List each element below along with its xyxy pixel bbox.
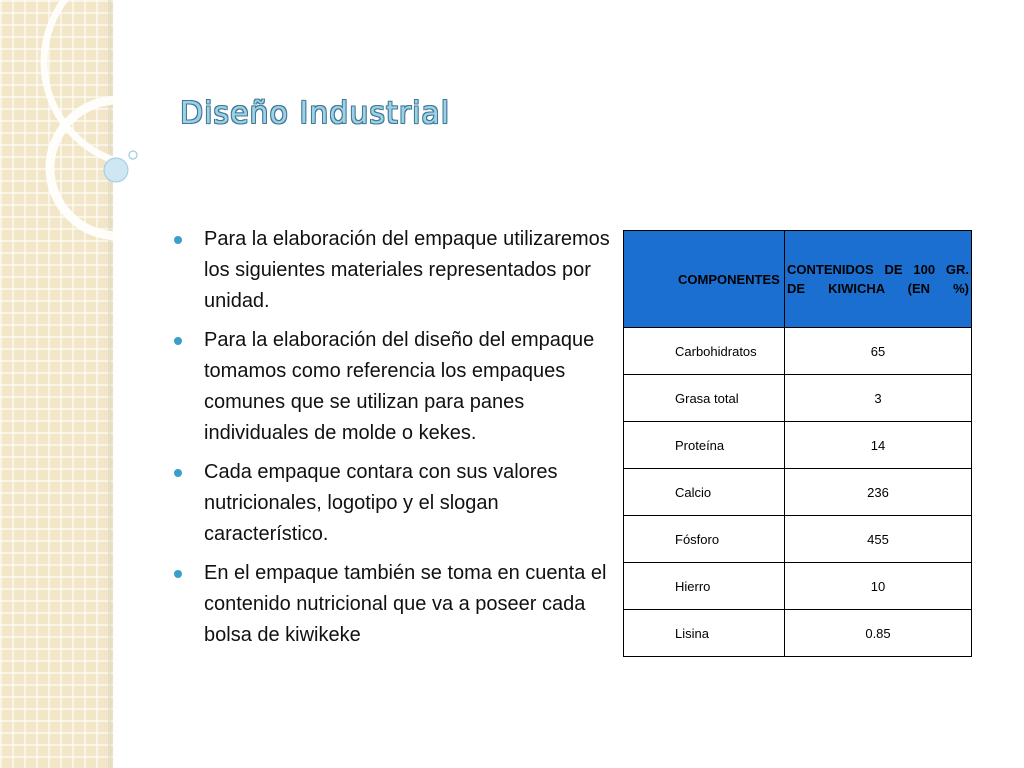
bullet-text: Para la elaboración del empaque utilizaremos los siguientes materiales representados por unidad. [204, 228, 610, 312]
bullet-icon [174, 236, 182, 244]
table-row [624, 610, 972, 657]
nutrition-table [623, 230, 972, 657]
bullet-text: En el empaque también se toma en cuenta el contenido nutricional que va a poseer cada bolsa de kiwikeke [204, 562, 607, 646]
bullet-item [174, 325, 614, 449]
slide-title: Diseño Industrial [180, 96, 451, 131]
table-row [624, 563, 972, 610]
bullet-icon [174, 469, 182, 477]
bullet-item [174, 224, 614, 317]
component-value: 3 [785, 375, 972, 422]
table-header-row [624, 231, 972, 328]
component-value: 455 [785, 516, 972, 563]
blue-dot-large [104, 158, 128, 182]
bullet-list [174, 224, 614, 659]
component-value: 0.85 [785, 610, 972, 657]
table-row [624, 469, 972, 516]
table-row [624, 328, 972, 375]
component-value: 10 [785, 563, 972, 610]
component-name: Hierro [624, 563, 785, 610]
bullet-text: Para la elaboración del diseño del empaque tomamos como referencia los empaques comunes que se utilizan para panes individuales de molde o kekes. [204, 329, 595, 444]
header-components-label: COMPONENTES [678, 271, 780, 287]
component-name: Lisina [624, 610, 785, 657]
component-name: Fósforo [624, 516, 785, 563]
table-row [624, 516, 972, 563]
component-name: Carbohidratos [624, 328, 785, 375]
table-row [624, 375, 972, 422]
bullet-item [174, 558, 614, 651]
component-name: Grasa total [624, 375, 785, 422]
header-components [624, 231, 785, 328]
component-value: 236 [785, 469, 972, 516]
component-value: 14 [785, 422, 972, 469]
table-row [624, 422, 972, 469]
bullet-item [174, 457, 614, 550]
header-contents: CONTENIDOS DE 100 GR. DE KIWICHA (EN %) [785, 231, 972, 328]
component-name: Proteína [624, 422, 785, 469]
bullet-text: Cada empaque contara con sus valores nutricionales, logotipo y el slogan característico. [204, 461, 558, 545]
component-name: Calcio [624, 469, 785, 516]
large-ring [44, 0, 220, 166]
component-value: 65 [785, 328, 972, 375]
bullet-icon [174, 337, 182, 345]
bullet-icon [174, 570, 182, 578]
blue-dot-small [129, 151, 137, 159]
